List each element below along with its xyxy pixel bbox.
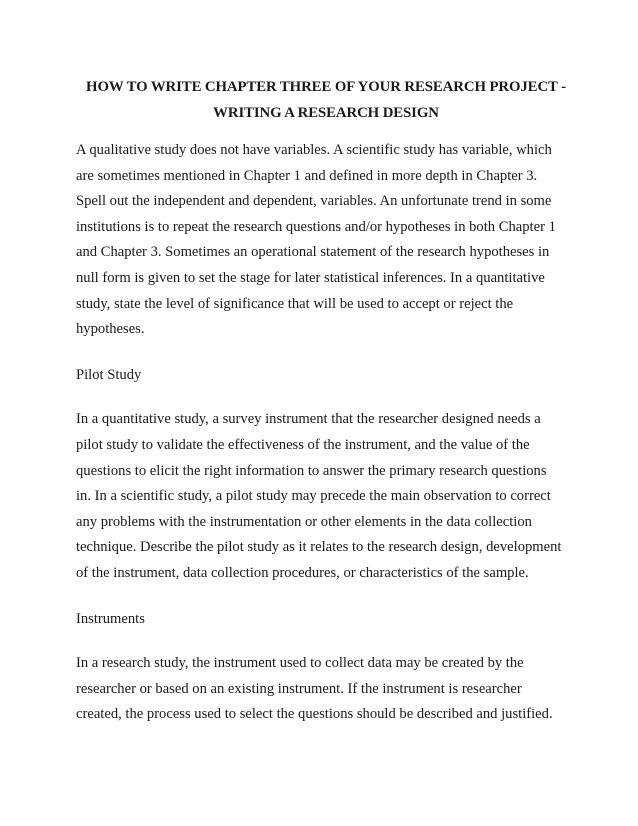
paragraph-line: hypotheses. bbox=[76, 321, 145, 338]
paragraph-line: created, the process used to select the questions should be described and justified. bbox=[76, 706, 553, 723]
paragraph-line: questions to elicit the right information to answer the primary research questions bbox=[76, 462, 547, 479]
paragraph-line: study, state the level of significance that will be used to accept or reject the bbox=[76, 295, 514, 312]
paragraph-line: researcher or based on an existing instrument. If the instrument is researcher bbox=[76, 680, 522, 697]
paragraph-line: and Chapter 3. Sometimes an operational statement of the research hypotheses in bbox=[76, 244, 550, 261]
paragraph-line: institutions is to repeat the research questions and/or hypotheses in both Chapter 1 bbox=[76, 218, 556, 235]
paragraph-line: technique. Describe the pilot study as it relates to the research design, development bbox=[76, 539, 562, 556]
title-line-1: HOW TO WRITE CHAPTER THREE OF YOUR RESEARCH PROJECT - bbox=[86, 79, 566, 95]
paragraph-line: A qualitative study does not have variables. A scientific study has variable, which bbox=[76, 142, 552, 158]
paragraph-line: are sometimes mentioned in Chapter 1 and defined in more depth in Chapter 3. bbox=[76, 167, 538, 184]
title-line-2: WRITING A RESEARCH DESIGN bbox=[213, 105, 439, 121]
paragraph-line: in. In a scientific study, a pilot study may precede the main observation to correct bbox=[76, 488, 551, 505]
paragraph-line: In a quantitative study, a survey instrument that the researcher designed needs a bbox=[76, 411, 541, 428]
paragraph-variables bbox=[76, 138, 576, 343]
paragraph-line: any problems with the instrumentation or other elements in the data collection bbox=[76, 513, 532, 530]
paragraph-line: In a research study, the instrument used to collect data may be created by the bbox=[76, 655, 524, 672]
paragraph-line: of the instrument, data collection procedures, or characteristics of the sample. bbox=[76, 564, 529, 581]
paragraph-line: pilot study to validate the effectiveness of the instrument, and the value of the bbox=[76, 436, 530, 453]
section-heading-pilot-study: Pilot Study bbox=[76, 366, 142, 383]
paragraph-instruments bbox=[76, 651, 576, 728]
document-title bbox=[76, 74, 576, 126]
paragraph-line: null form is given to set the stage for later statistical inferences. In a quantitative bbox=[76, 269, 545, 286]
section-heading-instruments: Instruments bbox=[76, 610, 145, 627]
paragraph-pilot-study bbox=[76, 407, 576, 586]
paragraph-line: Spell out the independent and dependent, variables. An unfortunate trend in some bbox=[76, 193, 552, 210]
